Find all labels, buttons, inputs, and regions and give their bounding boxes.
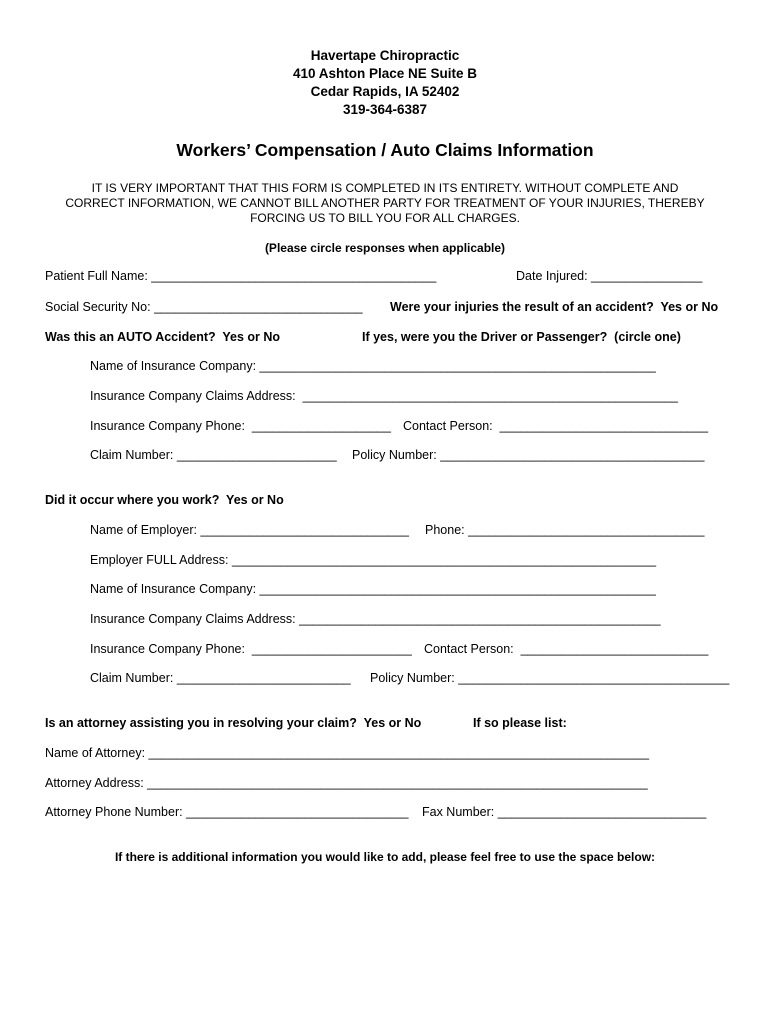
notice-line-1: IT IS VERY IMPORTANT THAT THIS FORM IS COMPLETED IN ITS ENTIRETY. WITHOUT COMPLETE AND	[91, 181, 679, 195]
employer-address-field[interactable]: Employer FULL Address: _____________________________________________________________	[90, 553, 657, 567]
notice-line-3: FORCING US TO BILL YOU FOR ALL CHARGES.	[250, 211, 520, 225]
ssn-field[interactable]: Social Security No: ______________________________	[45, 300, 363, 314]
work-policy-number-field[interactable]: Policy Number: _______________________________________	[370, 671, 730, 685]
patient-name-field[interactable]: Patient Full Name: _________________________________________	[45, 269, 437, 283]
auto-contact-person-field[interactable]: Contact Person: ______________________________	[403, 419, 709, 433]
form-title: Workers’ Compensation / Auto Claims Information	[176, 140, 594, 160]
attorney-name-field[interactable]: Name of Attorney: ________________________________________________________________________	[45, 746, 650, 760]
driver-passenger-question[interactable]: If yes, were you the Driver or Passenger? (circle one)	[362, 330, 681, 344]
auto-claims-address-field[interactable]: Insurance Company Claims Address: ______________________________________________________	[90, 389, 678, 403]
notice-line-2: CORRECT INFORMATION, WE CANNOT BILL ANOTHER PARTY FOR TREATMENT OF YOUR INJURIES, THEREBY	[65, 196, 705, 210]
clinic-phone: 319-364-6387	[342, 102, 428, 117]
work-question[interactable]: Did it occur where you work? Yes or No	[45, 493, 284, 507]
clinic-address-line2: Cedar Rapids, IA 52402	[310, 84, 460, 99]
attorney-fax-field[interactable]: Fax Number: ______________________________	[422, 805, 707, 819]
clinic-address-line1: 410 Ashton Place NE Suite B	[292, 66, 478, 81]
additional-info-space[interactable]	[45, 872, 725, 1012]
additional-info-prompt: If there is additional information you would like to add, please feel free to use the space below:	[114, 850, 656, 864]
auto-policy-number-field[interactable]: Policy Number: ______________________________________	[352, 448, 705, 462]
date-injured-field[interactable]: Date Injured: ________________	[516, 269, 703, 283]
circle-instruction: (Please circle responses when applicable)	[264, 241, 506, 255]
work-claims-address-field[interactable]: Insurance Company Claims Address: ____________________________________________________	[90, 612, 661, 626]
accident-question[interactable]: Were your injuries the result of an accident? Yes or No	[390, 300, 719, 314]
auto-insurance-company-field[interactable]: Name of Insurance Company: _________________________________________________________	[90, 359, 656, 373]
work-insurance-company-field[interactable]: Name of Insurance Company: _________________________________________________________	[90, 582, 656, 596]
attorney-address-field[interactable]: Attorney Address: ________________________________________________________________________	[45, 776, 648, 790]
work-insurance-phone-field[interactable]: Insurance Company Phone: _______________________	[90, 642, 412, 656]
work-claim-number-field[interactable]: Claim Number: _________________________	[90, 671, 351, 685]
auto-accident-question[interactable]: Was this an AUTO Accident? Yes or No	[45, 330, 281, 344]
employer-phone-field[interactable]: Phone: __________________________________	[425, 523, 705, 537]
attorney-list-label: If so please list:	[473, 716, 567, 730]
work-contact-person-field[interactable]: Contact Person: ___________________________	[424, 642, 709, 656]
auto-insurance-phone-field[interactable]: Insurance Company Phone: ____________________	[90, 419, 391, 433]
attorney-question[interactable]: Is an attorney assisting you in resolving your claim? Yes or No	[45, 716, 422, 730]
attorney-phone-field[interactable]: Attorney Phone Number: ________________________________	[45, 805, 409, 819]
clinic-name: Havertape Chiropractic	[310, 48, 460, 63]
employer-name-field[interactable]: Name of Employer: ______________________________	[90, 523, 410, 537]
auto-claim-number-field[interactable]: Claim Number: _______________________	[90, 448, 337, 462]
